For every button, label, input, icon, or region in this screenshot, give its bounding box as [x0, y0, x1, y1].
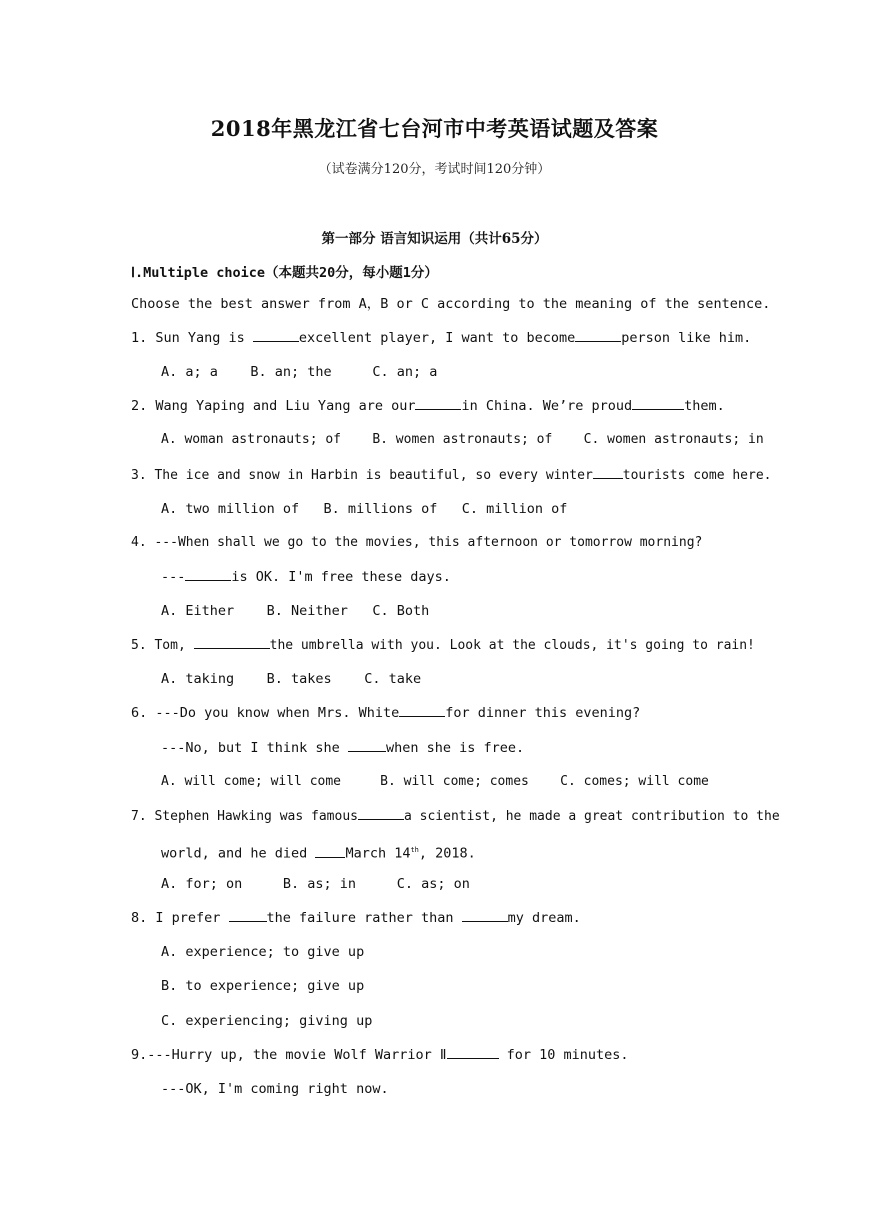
- question-9-reply: ---OK, I'm coming right now.: [161, 1081, 389, 1097]
- question-7: 7. Stephen Hawking was famous a scientist, he made a great contribution to the: [131, 809, 780, 824]
- answer-blank: [447, 1046, 499, 1059]
- question-9: 9.---Hurry up, the movie Wolf Warrior Ⅱ for 10 minutes.: [131, 1047, 629, 1063]
- instruction-text: Choose the best answer from A，B or C according to the meaning of the sentence.: [131, 296, 771, 312]
- question-3: 3. The ice and snow in Harbin is beautiful, so every winter tourists come here.: [131, 468, 772, 483]
- exam-subtitle: （试卷满分120分，考试时间120分钟）: [318, 162, 551, 177]
- question-2-options: A. woman astronauts; of B. women astronauts; of C. women astronauts; in: [161, 432, 764, 447]
- question-6: 6. ---Do you know when Mrs. White for dinner this evening?: [131, 705, 641, 721]
- answer-blank: [593, 466, 623, 479]
- question-8-option-b: B. to experience; give up: [161, 978, 365, 994]
- question-6-options: A. will come; will come B. will come; comes C. comes; will come: [161, 774, 709, 789]
- question-5: 5. Tom, the umbrella with you. Look at the clouds, it's going to rain!: [131, 638, 755, 653]
- part-heading: 第一部分 语言知识运用（共计65分）: [321, 231, 548, 247]
- answer-blank: [253, 329, 299, 342]
- question-2: 2. Wang Yaping and Liu Yang are our in China. We’re proud them.: [131, 398, 725, 414]
- question-4: 4. ---When shall we go to the movies, this afternoon or tomorrow morning?: [131, 535, 703, 550]
- question-7-options: A. for; on B. as; in C. as; on: [161, 876, 470, 892]
- answer-blank: [194, 636, 270, 649]
- answer-blank: [229, 909, 267, 922]
- answer-blank: [185, 568, 231, 581]
- answer-blank: [462, 909, 508, 922]
- answer-blank: [575, 329, 621, 342]
- answer-blank: [315, 845, 345, 858]
- exam-title: 2018年黑龙江省七台河市中考英语试题及答案: [210, 116, 659, 141]
- question-1-options: A. a; a B. an; the C. an; a: [161, 364, 438, 380]
- question-3-options: A. two million of B. millions of C. million of: [161, 501, 568, 517]
- question-8-option-c: C. experiencing; giving up: [161, 1013, 373, 1029]
- question-7-cont: world, and he died March 14th, 2018.: [161, 845, 476, 862]
- question-4-options: A. Either B. Neither C. Both: [161, 603, 430, 619]
- question-5-options: A. taking B. takes C. take: [161, 671, 422, 687]
- answer-blank: [632, 397, 684, 410]
- question-6-reply: ---No, but I think she when she is free.: [161, 740, 525, 756]
- question-8-option-a: A. experience; to give up: [161, 944, 365, 960]
- question-4-reply: --- is OK. I'm free these days.: [161, 569, 451, 585]
- answer-blank: [358, 807, 404, 820]
- section-heading: Ⅰ.Multiple choice（本题共20分，每小题1分）: [131, 265, 438, 281]
- question-1: 1. Sun Yang is excellent player, I want to become person like him.: [131, 330, 752, 346]
- answer-blank: [348, 739, 386, 752]
- question-8: 8. I prefer the failure rather than my dream.: [131, 910, 581, 926]
- answer-blank: [415, 397, 461, 410]
- answer-blank: [399, 704, 445, 717]
